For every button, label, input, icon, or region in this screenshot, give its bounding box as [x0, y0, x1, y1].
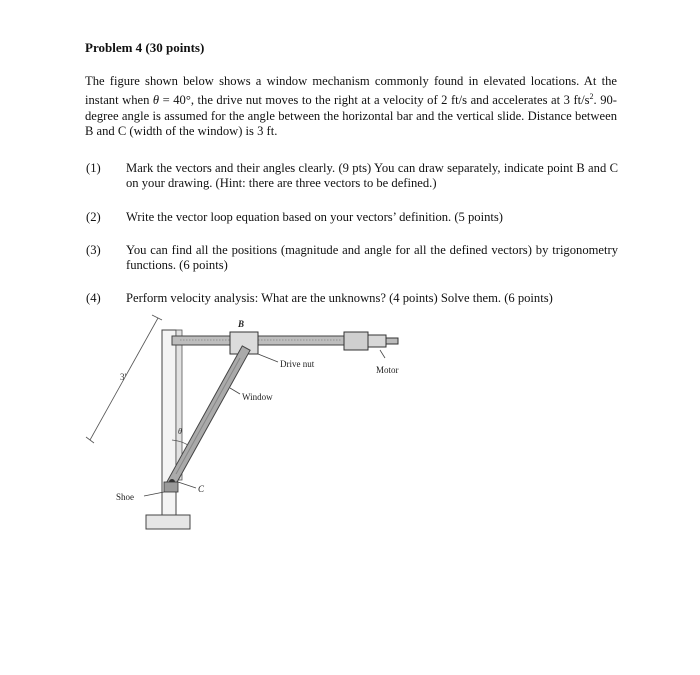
base-block — [146, 515, 190, 529]
intro-part-b: = 40°, the drive nut moves to the right at a velocity of 2 ft/s and accelerates at 3 ft/s — [159, 93, 590, 108]
shoe-leader — [144, 492, 164, 496]
question-4 — [86, 291, 618, 306]
question-1 — [86, 161, 618, 192]
shoe-block — [164, 482, 178, 492]
dimension-tick-bottom — [86, 437, 94, 443]
question-2 — [86, 210, 618, 225]
intro-part-c: . 90-degree angle is assumed for the angle between the horizontal bar and the vertical slide. Distance between B and C (width of the window) is 3 ft. — [85, 93, 617, 139]
question-2-number: (2) — [86, 210, 101, 224]
window-mechanism-figure — [80, 310, 420, 540]
question-4-text: Perform velocity analysis: What are the unknowns? (4 points) Solve them. (6 points) — [126, 291, 553, 305]
length-label: 3' — [120, 372, 127, 382]
squared-superscript: 2 — [589, 92, 594, 102]
question-3 — [86, 243, 618, 274]
drive-nut-label: Drive nut — [280, 359, 315, 369]
question-1-text: Mark the vectors and their angles clearly. (9 pts) You can draw separately, indicate point B and C on your drawing. (Hint: there are three vectors to be defined.) — [126, 161, 618, 191]
window-leader — [230, 388, 240, 394]
drive-nut-leader — [258, 354, 278, 362]
question-3-text: You can find all the positions (magnitude and angle for all the defined vectors) by trigonometry functions. (6 points) — [126, 243, 618, 273]
question-1-number: (1) — [86, 161, 101, 175]
problem-title: Problem 4 (30 points) — [85, 40, 205, 55]
question-4-number: (4) — [86, 291, 101, 305]
problem-statement — [85, 74, 617, 139]
motor-gearbox — [368, 335, 386, 347]
motor-body — [344, 332, 368, 350]
question-2-text: Write the vector loop equation based on your vectors’ definition. (5 points) — [126, 210, 503, 224]
point-b-label: B — [238, 319, 245, 329]
motor-shaft — [386, 338, 398, 344]
horizontal-bar — [172, 336, 346, 345]
question-3-number: (3) — [86, 243, 101, 257]
intro-part-a: The figure shown below shows a window mechanism commonly found in elevated locations. At the instant when — [85, 74, 617, 108]
window-rail — [176, 358, 240, 474]
window-label: Window — [242, 392, 273, 402]
shoe-label: Shoe — [116, 492, 134, 502]
theta-symbol: θ — [152, 93, 160, 108]
motor-label: Motor — [376, 365, 399, 375]
motor-leader — [380, 350, 385, 358]
point-c-leader — [178, 482, 196, 488]
theta-label: θ — [178, 427, 182, 436]
point-c-label: C — [198, 484, 205, 494]
